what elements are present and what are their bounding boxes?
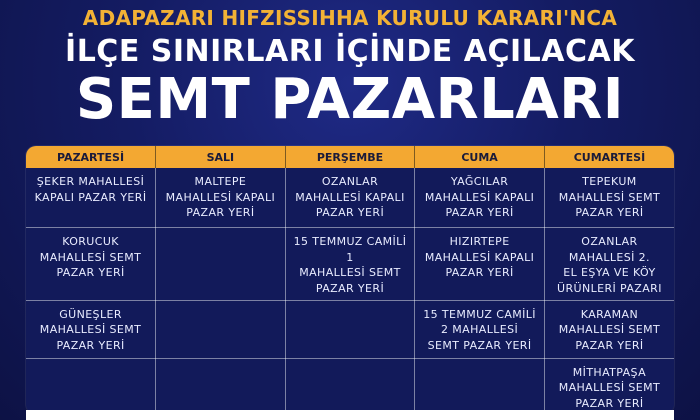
table-cell: KARAMAN MAHALLESİ SEMT PAZAR YERİ [544, 300, 674, 358]
table-cell [156, 228, 286, 300]
table-cell: YAĞCILAR MAHALLESİ KAPALI PAZAR YERİ [415, 168, 545, 228]
table-header-row [26, 146, 674, 168]
table-row [26, 168, 674, 228]
table-row [26, 358, 674, 414]
table-cell [285, 358, 415, 414]
bottom-strip [26, 410, 674, 420]
table-cell: HIZIRTEPE MAHALLESİ KAPALI PAZAR YERİ [415, 228, 545, 300]
table-cell: 15 TEMMUZ CAMİLİ 1 MAHALLESİ SEMT PAZAR YERİ [285, 228, 415, 300]
page-title: SEMT PAZARLARI [75, 67, 625, 132]
table-row [26, 228, 674, 300]
table-row [26, 300, 674, 358]
header-sali: SALI [156, 146, 286, 168]
table-cell: MİTHATPAŞA MAHALLESİ SEMT PAZAR YERİ [558, 365, 661, 410]
header-cuma: CUMA [415, 146, 545, 168]
header-line-2: İLÇE SINIRLARI İÇİNDE AÇILACAK [65, 34, 635, 69]
table-cell [156, 300, 286, 358]
table-cell [285, 300, 415, 358]
header-persembe: PERŞEMBE [285, 146, 415, 168]
header-pazartesi: PAZARTESİ [26, 146, 156, 168]
table-cell: ŞEKER MAHALLESİ KAPALI PAZAR YERİ [26, 168, 156, 228]
table-cell: KORUCUK MAHALLESİ SEMT PAZAR YERİ [26, 228, 156, 300]
schedule-table [26, 146, 674, 414]
table-cell [415, 358, 545, 414]
table-cell: 15 TEMMUZ CAMİLİ 2 MAHALLESİ SEMT PAZAR YERİ [415, 300, 545, 358]
header-cumartesi: CUMARTESİ [544, 146, 674, 168]
table-cell: TEPEKUM MAHALLESİ SEMT PAZAR YERİ [544, 168, 674, 228]
table-cell: OZANLAR MAHALLESİ 2. EL EŞYA VE KÖY ÜRÜNLERİ PAZARI [544, 228, 674, 300]
table-cell: MALTEPE MAHALLESİ KAPALI PAZAR YERİ [156, 168, 286, 228]
table-cell: OZANLAR MAHALLESİ KAPALI PAZAR YERİ [285, 168, 415, 228]
table-cell [156, 358, 286, 414]
table-cell [26, 358, 156, 414]
header-subtitle: ADAPAZARI HIFZISSIHHA KURULU KARARI'NCA [82, 6, 618, 30]
table-cell: GÜNEŞLER MAHALLESİ SEMT PAZAR YERİ [26, 300, 156, 358]
